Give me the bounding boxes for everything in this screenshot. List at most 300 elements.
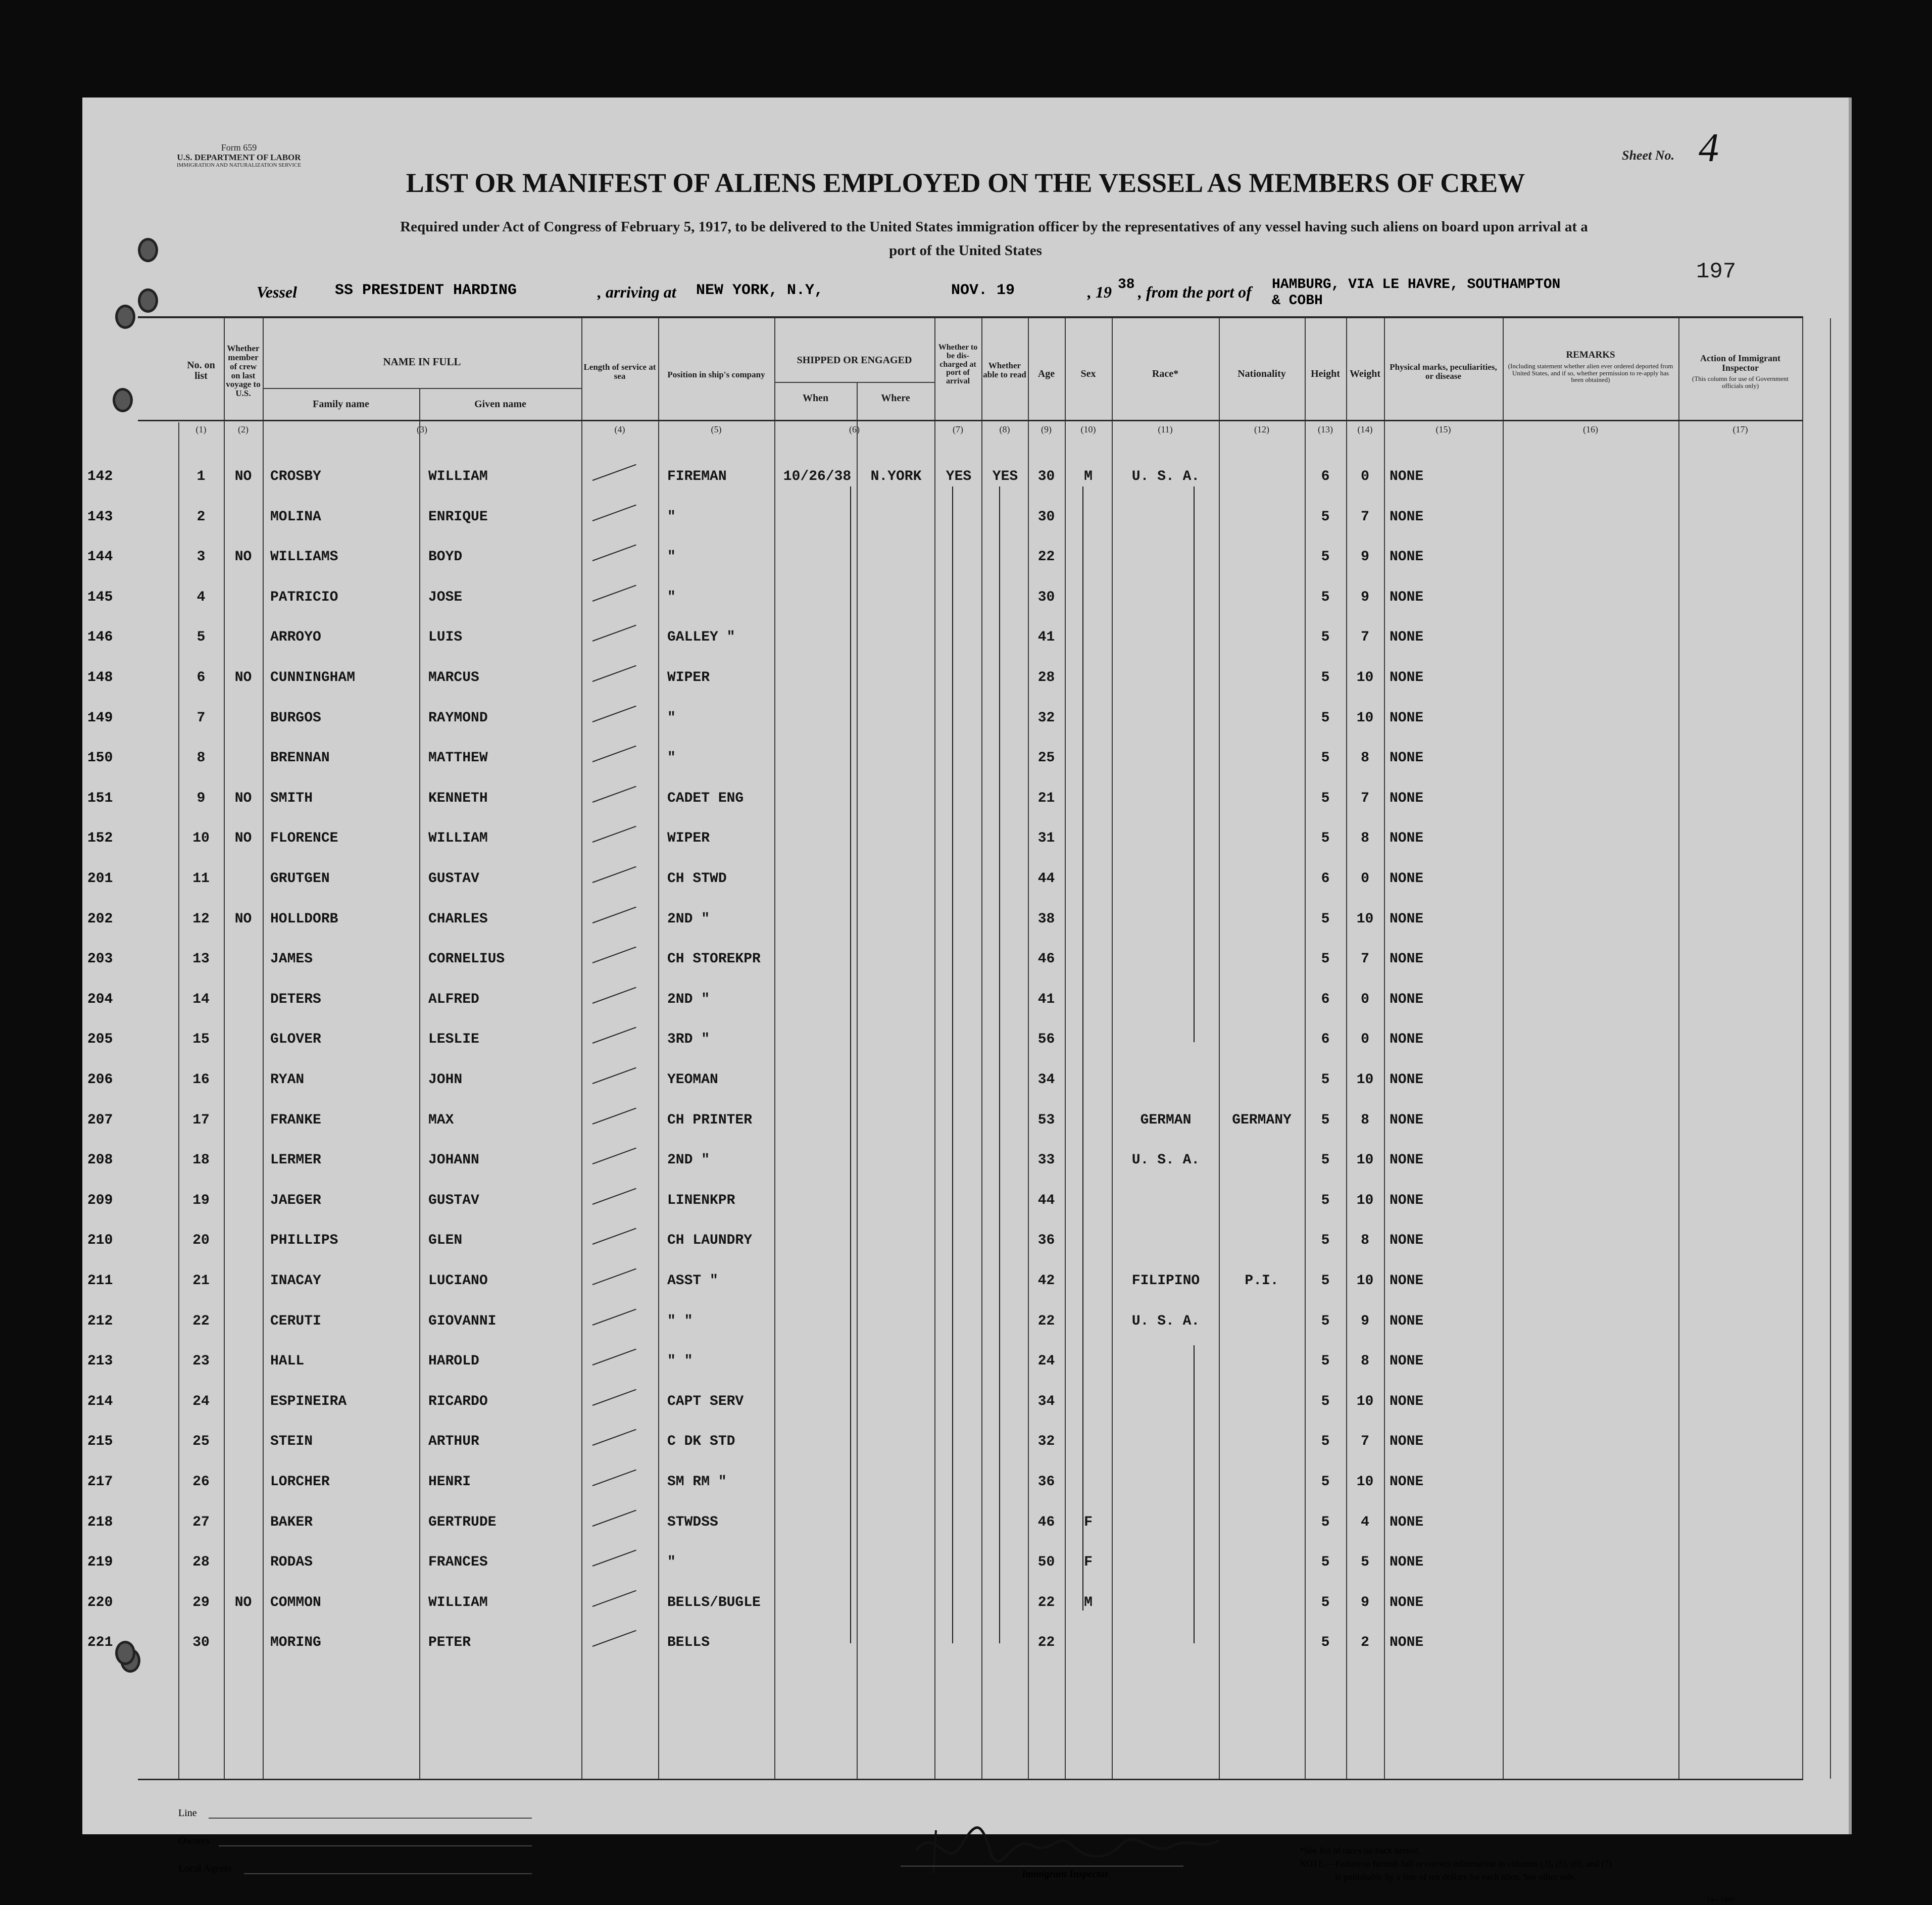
table-row [82, 670, 1849, 690]
margin-line-no: 149 [87, 710, 113, 726]
given-name: FRANCES [428, 1554, 488, 1571]
height-feet: 6 [1321, 1032, 1330, 1048]
physical-marks: NONE [1390, 469, 1424, 484]
col-number: (16) [1583, 424, 1598, 434]
height-inches: 7 [1361, 790, 1369, 806]
ship-position: WIPER [667, 670, 710, 686]
table-row [82, 469, 1849, 489]
given-name: CHARLES [428, 911, 488, 927]
subtitle-line-1: Required under Act of Congress of February 5, 1917, to be delivered to the United States immigration officer by the representatives of any vessel having such aliens on board upon arrival at a [400, 219, 1588, 235]
race-ditto-line [1194, 486, 1195, 1042]
age: 32 [1037, 1434, 1055, 1450]
physical-marks: NONE [1390, 1273, 1424, 1289]
ship-position: CH PRINTER [667, 1112, 753, 1128]
table-row [82, 1233, 1849, 1253]
table-row [82, 1353, 1849, 1374]
service-check-mark [592, 464, 636, 481]
race: U. S. A. [1131, 1152, 1200, 1168]
service-check-mark [592, 786, 636, 802]
header-physical-marks: Physical marks, peculiarities, or disease [1390, 362, 1497, 381]
margin-line-no: 203 [87, 951, 113, 967]
signature-rule [901, 1866, 1183, 1867]
given-name: WILLIAM [428, 469, 488, 484]
height-inches: 10 [1356, 1072, 1374, 1088]
physical-marks: NONE [1390, 831, 1424, 847]
able-to-read: YES [992, 469, 1018, 484]
family-name: ESPINEIRA [270, 1393, 347, 1409]
service-check-mark [592, 1027, 636, 1044]
given-name: HAROLD [428, 1353, 479, 1370]
margin-line-no: 212 [87, 1313, 113, 1329]
ship-position: CAPT SERV [667, 1393, 744, 1409]
physical-marks: NONE [1390, 1152, 1424, 1168]
given-name: ARTHUR [428, 1434, 479, 1450]
height-feet: 5 [1321, 790, 1330, 806]
age: 28 [1037, 670, 1055, 686]
margin-line-no: 218 [87, 1514, 113, 1530]
physical-marks: NONE [1390, 1233, 1424, 1249]
height-feet: 5 [1321, 1192, 1330, 1208]
header-action-note: (This column for use of Government officials only) [1692, 375, 1789, 389]
age: 22 [1037, 549, 1055, 565]
service-check-mark [592, 866, 636, 883]
height-feet: 6 [1321, 871, 1330, 887]
header-height: Height [1311, 368, 1340, 379]
manifest-sheet [82, 97, 1852, 1903]
height-feet: 5 [1321, 1112, 1330, 1128]
col-number: (2) [238, 424, 249, 434]
height-inches: 10 [1356, 1192, 1374, 1208]
family-name: PATRICIO [270, 589, 338, 605]
row-number: 19 [192, 1192, 210, 1208]
header-age: Age [1037, 368, 1055, 379]
header-top-rule [138, 316, 1803, 318]
sex: M [1084, 469, 1093, 484]
service-check-mark [592, 1630, 636, 1647]
height-inches: 9 [1361, 589, 1369, 605]
physical-marks: NONE [1390, 629, 1424, 646]
given-name: ALFRED [428, 991, 479, 1007]
service-check-mark [592, 504, 636, 521]
family-name: RODAS [270, 1554, 313, 1571]
service-check-mark [592, 1470, 636, 1486]
margin-line-no: 148 [87, 670, 113, 686]
family-name: HOLLDORB [270, 911, 338, 927]
height-feet: 5 [1321, 1273, 1330, 1289]
physical-marks: NONE [1390, 750, 1424, 766]
from-port-label: , from the port of [1138, 283, 1252, 301]
height-inches: 8 [1361, 750, 1369, 766]
height-inches: 7 [1361, 629, 1369, 646]
from-port-line-1: HAMBURG, VIA LE HAVRE, SOUTHAMPTON [1272, 277, 1561, 292]
given-name: GLEN [428, 1233, 463, 1249]
col-number: (14) [1357, 424, 1373, 434]
from-port-line-2: & COBH [1272, 293, 1323, 309]
height-feet: 5 [1321, 831, 1330, 847]
race-ditto-line [1194, 1345, 1195, 1643]
service-check-mark [592, 987, 636, 1003]
col-number: (12) [1254, 424, 1269, 434]
row-number: 24 [192, 1393, 210, 1409]
physical-marks: NONE [1390, 509, 1424, 525]
service-check-mark [592, 746, 636, 762]
row-number: 4 [196, 589, 206, 605]
ship-position: CH STWD [667, 871, 727, 887]
ship-position: 2ND " [667, 911, 710, 927]
physical-marks: NONE [1390, 871, 1424, 887]
age: 33 [1037, 1152, 1055, 1168]
table-row [82, 710, 1849, 730]
row-number: 3 [196, 549, 206, 565]
ship-position: " [667, 1554, 676, 1571]
given-name: JOSE [428, 589, 463, 605]
family-name: HALL [270, 1353, 305, 1370]
table-row [82, 1032, 1849, 1052]
ship-position: " " [667, 1353, 693, 1370]
row-number: 23 [192, 1353, 210, 1370]
table-row [82, 911, 1849, 932]
age: 53 [1037, 1112, 1055, 1128]
height-inches: 0 [1361, 469, 1369, 484]
table-row [82, 629, 1849, 650]
height-feet: 6 [1321, 469, 1330, 484]
given-name: PETER [428, 1635, 471, 1651]
row-number: 14 [192, 991, 210, 1007]
margin-line-no: 205 [87, 1032, 113, 1048]
age: 41 [1037, 629, 1055, 646]
read-ditto-line [999, 486, 1000, 1643]
row-number: 27 [192, 1514, 210, 1530]
family-name: RYAN [270, 1072, 305, 1088]
ship-position: WIPER [667, 831, 710, 847]
height-feet: 5 [1321, 1474, 1330, 1490]
family-name: GRUTGEN [270, 871, 330, 887]
service-check-mark [592, 1107, 636, 1124]
table-row [82, 1152, 1849, 1173]
service-check-mark [592, 625, 636, 642]
family-name: MORING [270, 1635, 321, 1651]
last-voyage-member: NO [234, 549, 252, 565]
row-number: 15 [192, 1032, 210, 1048]
height-inches: 9 [1361, 1594, 1369, 1610]
age: 30 [1037, 469, 1055, 484]
header-able-read: Whether able to read [983, 361, 1026, 379]
physical-marks: NONE [1390, 1434, 1424, 1450]
col-number: (9) [1041, 424, 1052, 434]
height-feet: 5 [1321, 629, 1330, 646]
row-number: 18 [192, 1152, 210, 1168]
service-check-mark [592, 1067, 636, 1084]
physical-marks: NONE [1390, 1112, 1424, 1128]
margin-line-no: 202 [87, 911, 113, 927]
height-inches: 8 [1361, 1112, 1369, 1128]
ship-position: " " [667, 1313, 693, 1329]
physical-marks: NONE [1390, 1393, 1424, 1409]
race: U. S. A. [1131, 1313, 1200, 1329]
header-family-name: Family name [313, 399, 369, 410]
penalty-note-1: NOTE.—Failure to furnish full or correct information in columns (3), (5), (6), and (7) [1300, 1859, 1612, 1869]
margin-line-no: 201 [87, 871, 113, 887]
nationality: GERMANY [1232, 1112, 1292, 1128]
given-name: CORNELIUS [428, 951, 505, 967]
header-action: Action of Immigrant Inspector [1700, 353, 1780, 373]
physical-marks: NONE [1390, 1514, 1424, 1530]
height-feet: 5 [1321, 549, 1330, 565]
col-number: (11) [1158, 424, 1173, 434]
age: 42 [1037, 1273, 1055, 1289]
margin-line-no: 204 [87, 991, 113, 1007]
sex: F [1084, 1554, 1093, 1571]
height-inches: 4 [1361, 1514, 1369, 1530]
height-feet: 5 [1321, 1353, 1330, 1370]
col-number: (3) [417, 424, 427, 434]
vessel-label: Vessel [257, 283, 297, 301]
height-inches: 10 [1356, 670, 1374, 686]
age: 24 [1037, 1353, 1055, 1370]
service-check-mark [592, 826, 636, 843]
row-number: 26 [192, 1474, 210, 1490]
height-feet: 5 [1321, 750, 1330, 766]
height-inches: 7 [1361, 951, 1369, 967]
nationality: P.I. [1245, 1273, 1279, 1289]
height-inches: 8 [1361, 1233, 1369, 1249]
margin-line-no: 142 [87, 469, 113, 484]
row-number: 17 [192, 1112, 210, 1128]
age: 46 [1037, 1514, 1055, 1530]
margin-line-no: 221 [87, 1635, 113, 1651]
last-voyage-member: NO [234, 469, 252, 484]
footer-line-rule [209, 1818, 532, 1819]
physical-marks: NONE [1390, 589, 1424, 605]
header-bottom-rule [138, 420, 1803, 421]
margin-line-no: 143 [87, 509, 113, 525]
height-inches: 10 [1356, 911, 1374, 927]
form-number: Form 659 [221, 142, 257, 153]
table-row [82, 549, 1849, 569]
vessel-name: SS PRESIDENT HARDING [335, 282, 517, 299]
header-name-in-full: NAME IN FULL [383, 356, 461, 368]
margin-line-no: 208 [87, 1152, 113, 1168]
height-inches: 0 [1361, 1032, 1369, 1048]
height-feet: 5 [1321, 1514, 1330, 1530]
height-inches: 10 [1356, 1474, 1374, 1490]
table-row [82, 590, 1849, 610]
arriving-label: , arriving at [598, 283, 676, 301]
ship-position: " [667, 710, 676, 726]
height-inches: 7 [1361, 1434, 1369, 1450]
table-row [82, 1515, 1849, 1535]
ship-position: " [667, 509, 676, 525]
family-name: JAMES [270, 951, 313, 967]
table-row [82, 1112, 1849, 1133]
physical-marks: NONE [1390, 1554, 1424, 1571]
table-row [82, 831, 1849, 851]
height-feet: 6 [1321, 991, 1330, 1007]
margin-line-no: 213 [87, 1353, 113, 1370]
physical-marks: NONE [1390, 1313, 1424, 1329]
height-feet: 5 [1321, 1072, 1330, 1088]
arriving-port: NEW YORK, N.Y, [696, 282, 824, 299]
given-name: LESLIE [428, 1032, 479, 1048]
col-number: (17) [1732, 424, 1748, 434]
immigrant-inspector-label: Immigrant Inspector. [1022, 1869, 1111, 1880]
service-check-mark [592, 1349, 636, 1365]
height-inches: 9 [1361, 549, 1369, 565]
family-name: JAEGER [270, 1192, 321, 1208]
form-code: 14—1340 [1706, 1896, 1735, 1903]
physical-marks: NONE [1390, 549, 1424, 565]
row-number: 22 [192, 1313, 210, 1329]
age: 44 [1037, 1192, 1055, 1208]
department-name: U.S. DEPARTMENT OF LABOR [177, 152, 301, 162]
ship-position: " [667, 750, 676, 766]
given-name: JOHANN [428, 1152, 479, 1168]
race: U. S. A. [1131, 469, 1200, 484]
height-inches: 9 [1361, 1313, 1369, 1329]
given-name: MATTHEW [428, 750, 488, 766]
ship-position: STWDSS [667, 1514, 718, 1530]
height-feet: 5 [1321, 509, 1330, 525]
table-row [82, 951, 1849, 971]
header-no-on-list: No. on list [187, 360, 215, 381]
ship-position: 2ND " [667, 991, 710, 1007]
physical-marks: NONE [1390, 710, 1424, 726]
family-name: FLORENCE [270, 831, 338, 847]
age: 22 [1037, 1594, 1055, 1610]
table-row [82, 1072, 1849, 1092]
service-check-mark [592, 705, 636, 722]
age: 56 [1037, 1032, 1055, 1048]
height-inches: 8 [1361, 1353, 1369, 1370]
physical-marks: NONE [1390, 1474, 1424, 1490]
form-block [173, 143, 305, 169]
given-name: GUSTAV [428, 1192, 479, 1208]
col-number: (7) [953, 424, 963, 434]
service-check-mark [592, 1268, 636, 1285]
height-inches: 10 [1356, 1273, 1374, 1289]
ship-position: 2ND " [667, 1152, 710, 1168]
name-subheader-rule [263, 388, 582, 389]
height-inches: 5 [1361, 1554, 1369, 1571]
margin-line-no: 214 [87, 1393, 113, 1409]
age: 36 [1037, 1233, 1055, 1249]
to-be-discharged: YES [946, 469, 972, 484]
family-name: CUNNINGHAM [270, 670, 356, 686]
given-name: MARCUS [428, 670, 479, 686]
ship-position: BELLS [667, 1635, 710, 1651]
given-name: LUCIANO [428, 1273, 488, 1289]
family-name: CROSBY [270, 469, 321, 484]
age: 30 [1037, 589, 1055, 605]
age: 38 [1037, 911, 1055, 927]
header-given-name: Given name [474, 399, 526, 410]
physical-marks: NONE [1390, 1072, 1424, 1088]
table-row [82, 992, 1849, 1012]
service-check-mark [592, 545, 636, 561]
header-remarks: REMARKS [1566, 350, 1615, 360]
given-name: WILLIAM [428, 831, 488, 847]
col-number: (5) [711, 424, 722, 434]
table-row [82, 1313, 1849, 1334]
height-feet: 5 [1321, 1393, 1330, 1409]
header-where: Where [881, 393, 910, 404]
physical-marks: NONE [1390, 911, 1424, 927]
physical-marks: NONE [1390, 1635, 1424, 1651]
given-name: GIOVANNI [428, 1313, 497, 1329]
last-voyage-member: NO [234, 831, 252, 847]
height-feet: 5 [1321, 951, 1330, 967]
vessel-line [82, 277, 1849, 312]
header-position: Position in ship's company [667, 370, 765, 379]
height-inches: 7 [1361, 509, 1369, 525]
margin-line-no: 220 [87, 1594, 113, 1610]
height-inches: 0 [1361, 991, 1369, 1007]
age: 34 [1037, 1072, 1055, 1088]
last-voyage-member: NO [234, 790, 252, 806]
ship-position: CH LAUNDRY [667, 1233, 753, 1249]
given-name: LUIS [428, 629, 463, 646]
height-feet: 5 [1321, 710, 1330, 726]
header-length-service: Length of service at sea [583, 362, 656, 381]
service-check-mark [592, 584, 636, 601]
table-row [82, 750, 1849, 770]
physical-marks: NONE [1390, 1353, 1424, 1370]
physical-marks: NONE [1390, 670, 1424, 686]
margin-line-no: 219 [87, 1554, 113, 1571]
given-name: GUSTAV [428, 871, 479, 887]
row-number: 30 [192, 1635, 210, 1651]
row-number: 2 [196, 509, 206, 525]
table-row [82, 791, 1849, 811]
row-number: 12 [192, 911, 210, 927]
penalty-note-2: is punishable by a fine of ten dollars for each alien. See other side. [1335, 1872, 1577, 1882]
sex-ditto-line [1082, 486, 1083, 1610]
margin-line-no: 206 [87, 1072, 113, 1088]
family-name: LORCHER [270, 1474, 330, 1490]
margin-line-no: 215 [87, 1434, 113, 1450]
family-name: ARROYO [270, 629, 321, 646]
row-number: 8 [196, 750, 206, 766]
ship-position: ASST " [667, 1273, 718, 1289]
row-number: 13 [192, 951, 210, 967]
header-weight: Weight [1349, 368, 1381, 379]
races-note: *See list of races on back hereof. [1300, 1845, 1420, 1855]
table-row [82, 1193, 1849, 1213]
service-check-mark [592, 1389, 636, 1405]
physical-marks: NONE [1390, 790, 1424, 806]
age: 50 [1037, 1554, 1055, 1571]
height-inches: 2 [1361, 1635, 1369, 1651]
service-name: IMMIGRATION AND NATURALIZATION SERVICE [176, 162, 302, 169]
height-feet: 5 [1321, 1554, 1330, 1571]
family-name: INACAY [270, 1273, 321, 1289]
height-feet: 5 [1321, 1152, 1330, 1168]
height-inches: 10 [1356, 1152, 1374, 1168]
ship-position: CH STOREKPR [667, 951, 761, 967]
table-row [82, 1273, 1849, 1293]
header-when: When [802, 393, 829, 404]
family-name: BRENNAN [270, 750, 330, 766]
sex: F [1084, 1514, 1093, 1530]
margin-line-no: 145 [87, 589, 113, 605]
age: 22 [1037, 1635, 1055, 1651]
family-name: WILLIAMS [270, 549, 338, 565]
service-check-mark [592, 1429, 636, 1446]
physical-marks: NONE [1390, 1192, 1424, 1208]
race: GERMAN [1140, 1112, 1192, 1128]
header-remarks-note: (Including statement whether alien ever ordered deported from United States, and if so, whether permission to re-apply has been obtained) [1508, 362, 1673, 384]
row-number: 9 [196, 790, 206, 806]
